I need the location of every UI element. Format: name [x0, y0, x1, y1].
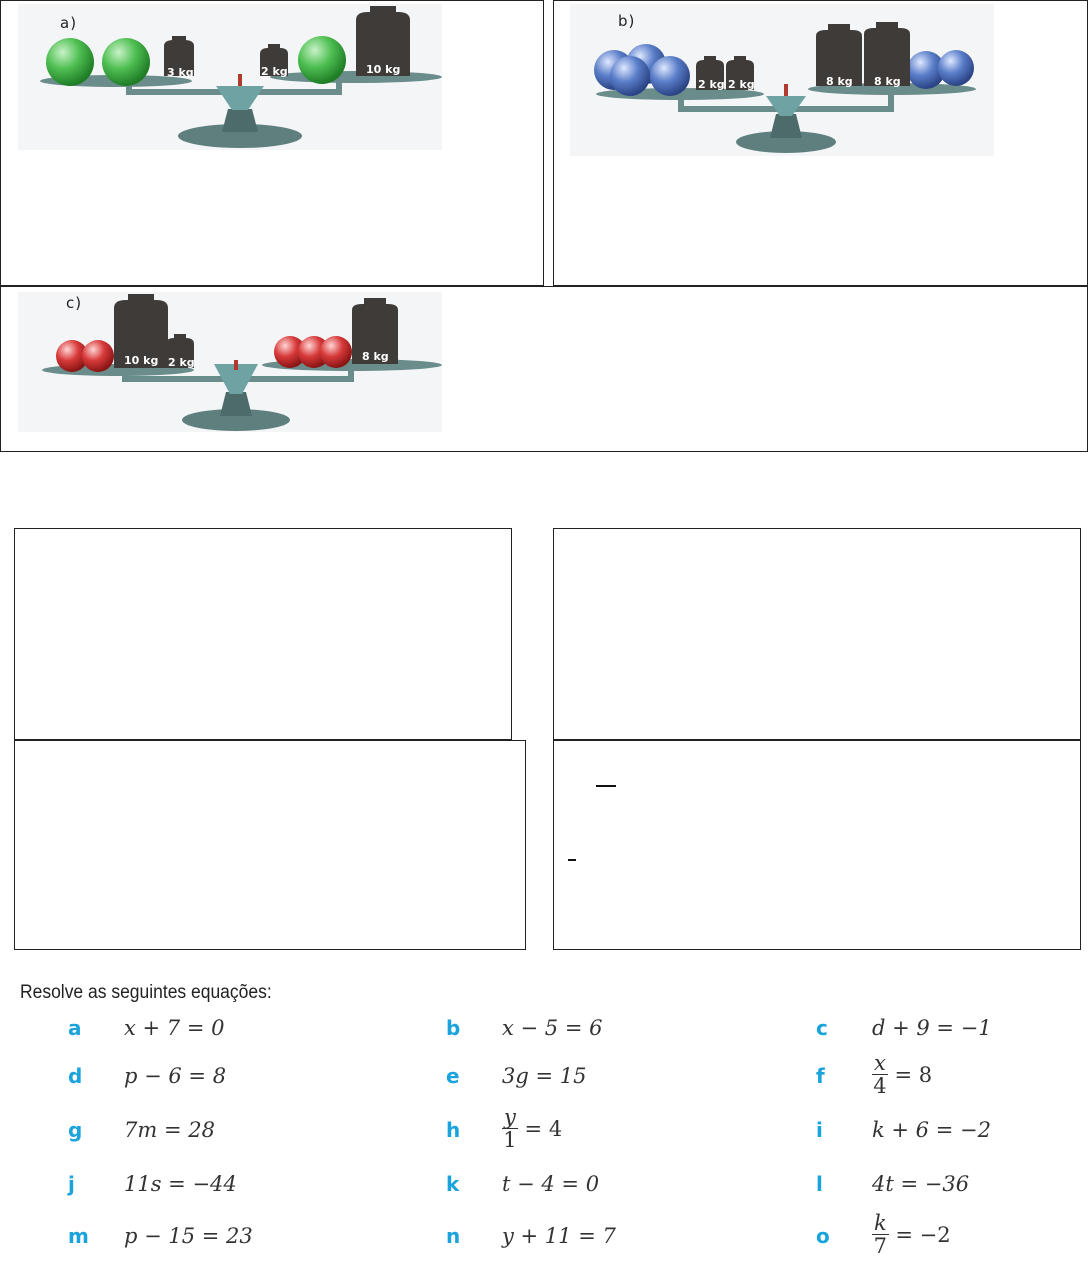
equation-letter: j: [68, 1172, 75, 1196]
fraction: [502, 1106, 518, 1151]
weight-label: 8 kg: [362, 350, 389, 363]
fraction-numerator: k: [874, 1211, 887, 1235]
equation-expression: d + 9 = −1: [872, 1016, 992, 1040]
equation-expression: 11s = −44: [124, 1172, 237, 1196]
weight-label: 2 kg: [168, 356, 195, 369]
equation-letter: m: [68, 1224, 89, 1248]
ball: [650, 56, 690, 96]
stray-dash-small: [568, 859, 576, 861]
answer-box-2[interactable]: [553, 528, 1081, 740]
equation-letter: o: [816, 1224, 830, 1248]
equation-expression: x − 5 = 6: [502, 1016, 603, 1040]
equation-rhs: = 8: [887, 1062, 933, 1087]
equation-expression: [502, 1106, 562, 1151]
weight-label: 8 kg: [874, 75, 901, 88]
ball: [610, 56, 650, 96]
scale-b-drawing: [570, 4, 994, 156]
scale-a-label: a): [60, 14, 78, 32]
equation-expression: [872, 1212, 951, 1257]
equation-expression: 4t = −36: [872, 1172, 970, 1196]
stray-dash: [596, 785, 616, 787]
equation-letter: f: [816, 1064, 825, 1088]
answer-box-1[interactable]: [14, 528, 512, 740]
equation-letter: l: [816, 1172, 823, 1196]
fraction-denominator: 7: [873, 1234, 888, 1258]
scale-c-label: c): [66, 294, 83, 312]
weight-label: 3 kg: [167, 66, 194, 79]
weight-label: 10 kg: [366, 63, 401, 76]
equation-letter: i: [816, 1118, 823, 1142]
ball: [102, 38, 150, 86]
equation-letter: k: [446, 1172, 460, 1196]
equation-expression: 3g = 15: [502, 1064, 587, 1088]
equation-expression: y + 11 = 7: [502, 1224, 616, 1248]
equation-letter: c: [816, 1016, 828, 1040]
ball: [298, 36, 346, 84]
equation-letter: e: [446, 1064, 460, 1088]
equation-letter: g: [68, 1118, 83, 1142]
fraction-denominator: 1: [503, 1128, 517, 1152]
equation-letter: a: [68, 1016, 82, 1040]
weight-label: 2 kg: [728, 78, 755, 91]
equation-rhs: = 4: [517, 1116, 563, 1141]
equation-letter: h: [446, 1118, 461, 1142]
ball: [320, 336, 352, 368]
fraction: [872, 1212, 889, 1257]
weight-label: 8 kg: [826, 75, 853, 88]
ball: [938, 50, 974, 86]
equation-expression: [872, 1052, 932, 1097]
fraction-numerator: x: [874, 1051, 886, 1075]
equation-rhs: = −2: [888, 1222, 951, 1247]
weight-label: 2 kg: [698, 78, 725, 91]
weight-label: 2 kg: [261, 65, 288, 78]
equation-expression: p − 15 = 23: [124, 1224, 253, 1248]
answer-box-4[interactable]: [553, 740, 1081, 950]
weight-label: 10 kg: [124, 354, 159, 367]
equation-expression: x + 7 = 0: [124, 1016, 225, 1040]
equation-expression: 7m = 28: [124, 1118, 215, 1142]
answer-box-3[interactable]: [14, 740, 526, 950]
equation-letter: d: [68, 1064, 83, 1088]
scale-a: [18, 4, 442, 150]
equation-letter: b: [446, 1016, 461, 1040]
ball: [46, 38, 94, 86]
equation-letter: n: [446, 1224, 461, 1248]
equation-expression: t − 4 = 0: [502, 1172, 600, 1196]
scale-c: [18, 292, 442, 432]
fraction-denominator: 4: [873, 1074, 887, 1098]
exercise-instruction: Resolve as seguintes equações:: [20, 982, 272, 1003]
fraction-numerator: y: [504, 1105, 516, 1129]
scale-c-drawing: [18, 292, 442, 432]
equation-expression: k + 6 = −2: [872, 1118, 991, 1142]
ball: [82, 340, 114, 372]
scale-b: [570, 4, 994, 156]
fraction: [872, 1052, 888, 1097]
equation-expression: p − 6 = 8: [124, 1064, 227, 1088]
scale-b-label: b): [618, 12, 636, 30]
scale-a-drawing: [18, 4, 442, 150]
